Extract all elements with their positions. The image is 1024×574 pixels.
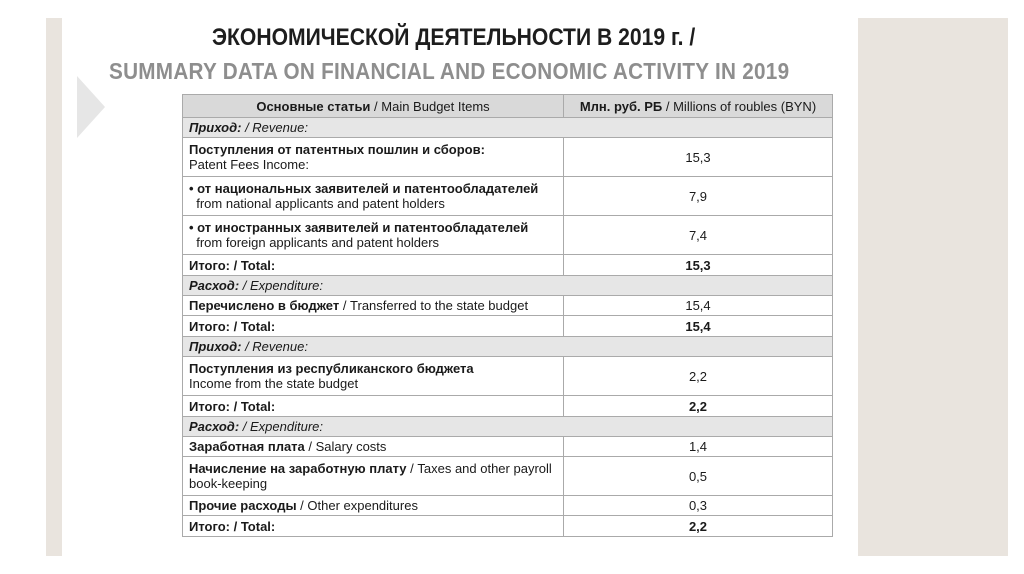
total-row: Итого: / Total: 15,3 (183, 255, 833, 276)
value-cell: 15,3 (564, 255, 833, 276)
table-row: Начисление на заработную плату / Taxes and other payroll book-keeping 0,5 (183, 457, 833, 496)
value-cell: 0,3 (564, 496, 833, 516)
value-cell: 0,5 (564, 457, 833, 496)
table-row: Поступления от патентных пошлин и сборов: Patent Fees Income: 15,3 (183, 138, 833, 177)
slide (62, 18, 858, 556)
value-cell: 2,2 (564, 516, 833, 537)
value-cell: 7,4 (564, 216, 833, 255)
table-row: • от иностранных заявителей и патентообладателей from foreign applicants and patent holders 7,4 (183, 216, 833, 255)
arrow-right-icon (77, 76, 105, 138)
value-cell: 7,9 (564, 177, 833, 216)
budget-table (182, 94, 833, 537)
total-row: Итого: / Total: 2,2 (183, 396, 833, 417)
table-row: Заработная плата / Salary costs 1,4 (183, 437, 833, 457)
total-row: Итого: / Total: 2,2 (183, 516, 833, 537)
value-cell: 15,4 (564, 316, 833, 337)
section-row-revenue: Приход: / Revenue: (183, 118, 833, 138)
table-row: Перечислено в бюджет / Transferred to the state budget 15,4 (183, 296, 833, 316)
total-row: Итого: / Total: 15,4 (183, 316, 833, 337)
header-millions-roubles: Млн. руб. РБ / Millions of roubles (BYN) (564, 95, 833, 118)
section-row-expenditure: Расход: / Expenditure: (183, 417, 833, 437)
value-cell: 15,3 (564, 138, 833, 177)
table-row: Поступления из республиканского бюджета Income from the state budget 2,2 (183, 357, 833, 396)
table-header-row (183, 95, 833, 118)
table-row: Прочие расходы / Other expenditures 0,3 (183, 496, 833, 516)
header-budget-items: Основные статьи / Main Budget Items (183, 95, 564, 118)
left-border-strip (46, 18, 62, 556)
right-border-strip (858, 18, 1008, 556)
section-row-revenue: Приход: / Revenue: (183, 337, 833, 357)
title-russian: ЭКОНОМИЧЕСКОЙ ДЕЯТЕЛЬНОСТИ В 2019 г. / (212, 24, 696, 51)
value-cell: 1,4 (564, 437, 833, 457)
value-cell: 2,2 (564, 396, 833, 417)
table-row: • от национальных заявителей и патентообладателей from national applicants and patent holders 7,9 (183, 177, 833, 216)
section-row-expenditure: Расход: / Expenditure: (183, 276, 833, 296)
title-english: SUMMARY DATA ON FINANCIAL AND ECONOMIC ACTIVITY IN 2019 (109, 58, 790, 84)
value-cell: 15,4 (564, 296, 833, 316)
value-cell: 2,2 (564, 357, 833, 396)
